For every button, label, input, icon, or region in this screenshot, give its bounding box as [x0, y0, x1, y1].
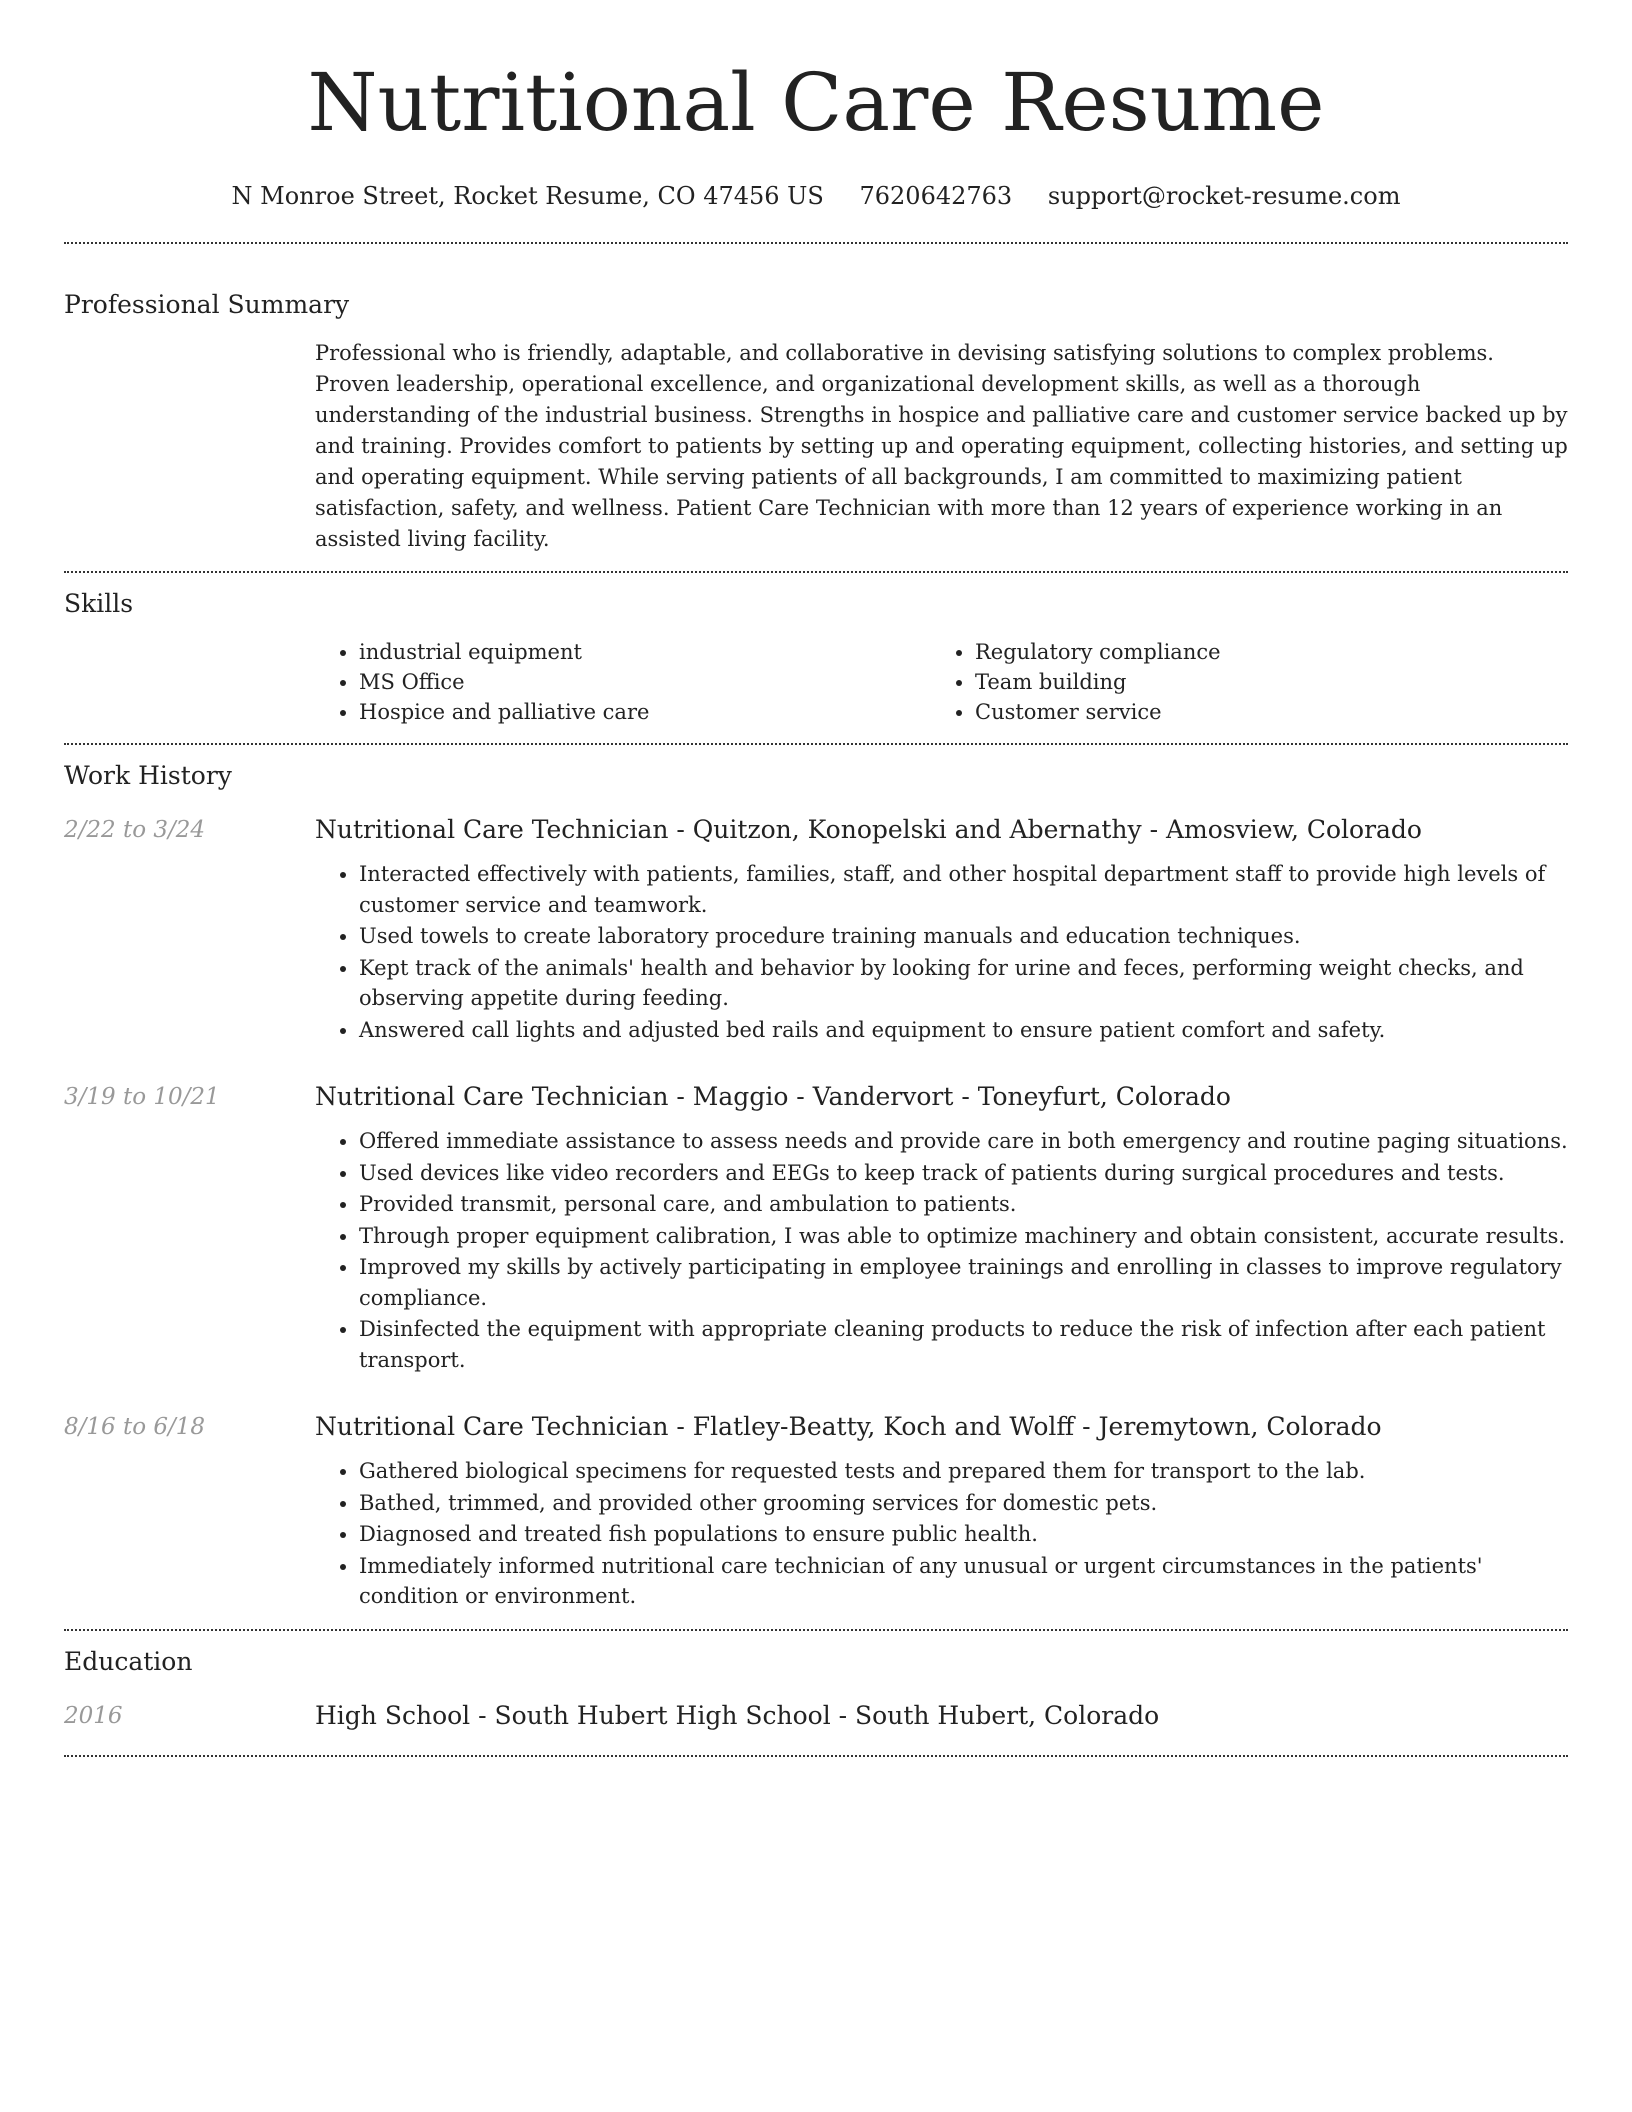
section-title-skills: Skills	[64, 589, 134, 618]
section-divider	[64, 1755, 1568, 1757]
summary-content	[315, 324, 1568, 555]
contact-line	[64, 178, 1568, 214]
job-bullet: • Immediately informed nutritional care technician of any unusual or urgent circumstances in the patients' condition or environment.	[359, 1551, 1568, 1612]
professional-summary-section	[64, 244, 1568, 571]
education-title: High School - South Hubert High School - South Hubert, Colorado	[315, 1700, 1160, 1730]
job-bullets	[315, 1456, 1568, 1612]
skills-content	[315, 623, 1568, 727]
job-bullets	[315, 1126, 1568, 1375]
skills-row	[64, 623, 1568, 727]
job-content	[315, 1080, 1568, 1376]
skill-item: • Regulatory compliance	[975, 637, 1547, 667]
section-title-education: Education	[64, 1646, 193, 1676]
work-history-section	[64, 745, 1568, 1629]
page-title: Nutritional Care Resume	[307, 56, 1325, 149]
resume-header	[64, 0, 1568, 214]
job-title: Nutritional Care Technician - Quitzon, Konopelski and Abernathy - Amosview, Colorado	[315, 815, 1422, 844]
job-content	[315, 813, 1568, 1046]
section-title-summary: Professional Summary	[64, 290, 350, 319]
job-bullet: • Through proper equipment calibration, I was able to optimize machinery and obtain consistent, accurate results.	[359, 1221, 1568, 1252]
contact-phone: 7620642763	[859, 182, 1013, 210]
skill-item: • Hospice and palliative care	[359, 697, 931, 727]
job-bullet: • Offered immediate assistance to assess needs and provide care in both emergency and routine paging situations.	[359, 1126, 1568, 1157]
job-content	[315, 1410, 1568, 1613]
education-section	[64, 1631, 1568, 1755]
section-title-work: Work History	[64, 761, 232, 790]
education-content	[315, 1699, 1568, 1733]
job-bullet: • Disinfected the equipment with appropriate cleaning products to reduce the risk of infection after each patient transport.	[359, 1314, 1568, 1375]
skills-grid	[315, 637, 1568, 727]
job-bullet: • Bathed, trimmed, and provided other grooming services for domestic pets.	[359, 1488, 1568, 1519]
job-bullet: • Gathered biological specimens for requested tests and prepared them for transport to the lab.	[359, 1456, 1568, 1487]
skill-item: • MS Office	[359, 667, 931, 697]
job-dates: 8/16 to 6/18	[64, 1414, 206, 1440]
contact-email: support@rocket-resume.com	[1047, 182, 1401, 210]
job-dates: 3/19 to 10/21	[64, 1084, 220, 1110]
skill-item: • Team building	[975, 667, 1547, 697]
education-entry	[64, 1699, 1568, 1733]
job-bullets	[315, 859, 1568, 1045]
job-title: Nutritional Care Technician - Maggio - Vandervort - Toneyfurt, Colorado	[315, 1082, 1231, 1111]
job-entry	[64, 1410, 1568, 1613]
skill-item: • Customer service	[975, 697, 1547, 727]
job-bullet: • Interacted effectively with patients, families, staff, and other hospital department staff to provide high levels of customer service and teamwork.	[359, 859, 1568, 920]
summary-text: Professional who is friendly, adaptable, and collaborative in devising satisfying solutions to complex problems. Proven leadership, operational excellence, and organizational development skills, as well as a thorough understanding of the industrial business. Strengths in hospice and palliative care and customer service backed up by and training. Provides comfort to patients by setting up and operating equipment, collecting histories, and setting up and operating equipment. While serving patients of all backgrounds, I am committed to maximizing patient satisfaction, safety, and wellness. Patient Care Technician with more than 12 years of experience working in an assisted living facility.	[315, 341, 1568, 551]
skill-item: • industrial equipment	[359, 637, 931, 667]
skills-section	[64, 573, 1568, 743]
job-entry	[64, 1080, 1568, 1376]
summary-row	[64, 324, 1568, 555]
job-bullet: • Diagnosed and treated fish populations to ensure public health.	[359, 1519, 1568, 1550]
skills-list-left	[315, 637, 931, 727]
job-bullet: • Used devices like video recorders and EEGs to keep track of patients during surgical procedures and tests.	[359, 1158, 1568, 1189]
job-bullet: • Provided transmit, personal care, and ambulation to patients.	[359, 1189, 1568, 1220]
job-entry	[64, 813, 1568, 1046]
job-bullet: • Answered call lights and adjusted bed rails and equipment to ensure patient comfort and safety.	[359, 1015, 1568, 1046]
contact-address: N Monroe Street, Rocket Resume, CO 47456 US	[231, 182, 824, 210]
job-bullet: • Kept track of the animals' health and behavior by looking for urine and feces, performing weight checks, and observing appetite during feeding.	[359, 953, 1568, 1014]
job-dates: 2/22 to 3/24	[64, 817, 206, 843]
job-title: Nutritional Care Technician - Flatley-Beatty, Koch and Wolff - Jeremytown, Colorado	[315, 1412, 1382, 1441]
education-year: 2016	[64, 1702, 123, 1729]
job-bullet: • Used towels to create laboratory procedure training manuals and education techniques.	[359, 921, 1568, 952]
skills-list-right	[931, 637, 1547, 727]
job-bullet: • Improved my skills by actively participating in employee trainings and enrolling in classes to improve regulatory compliance.	[359, 1252, 1568, 1313]
